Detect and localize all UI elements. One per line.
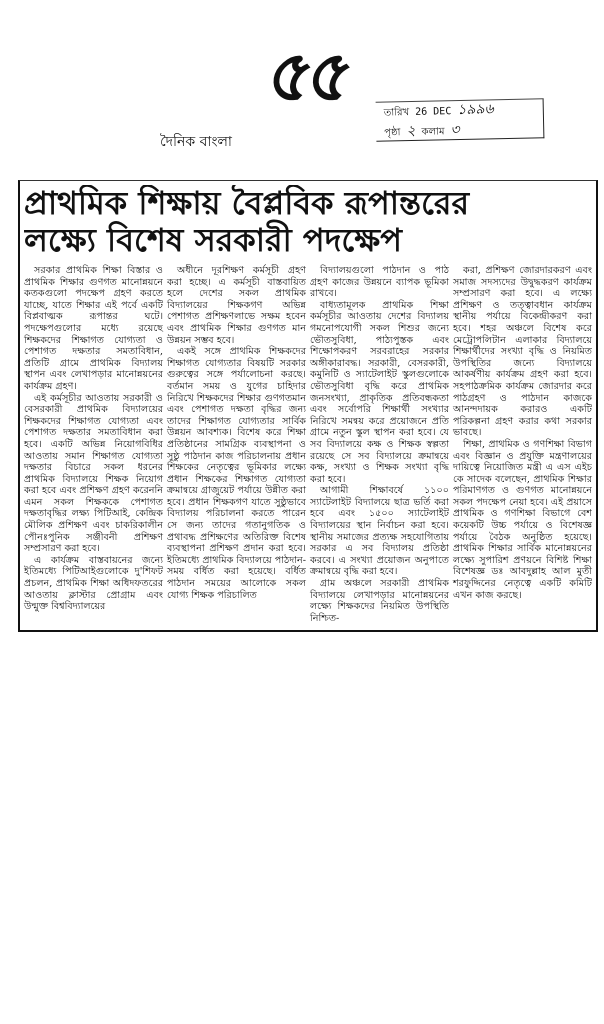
stamp-year: ১৯৯৬: [457, 101, 494, 119]
paragraph: একই সঙ্গে প্রাথমিক শিক্ষকদের শিক্ষাগত যোগ্যতার বিষয়টি সরকার গুরুত্বের সঙ্গে পর্যালোচনা করছে। বর্তমান সময় ও যুগের চাহিদার নিরিখে শিক্ষকদের শিক্ষার গুণগতমান এবং পেশাগত দক্ষতা বৃদ্ধির জন্য তাদের শিক্ষাগত যোগ্যতার সার্বিক উন্নয়ন আবশ্যক। বিশেষ করে শিক্ষা প্রতিষ্ঠানের সামগ্রিক ব্যবস্থাপনা ও সুষ্ঠু পাঠদান কাজ পরিচালনায় প্রধান শিক্ষকের নেতৃত্বের ভূমিকার লক্ষ্যে প্রধান শিক্ষকের শিক্ষাগত যোগ্যতা ক্রমান্বয়ে গ্রাজুয়েট পর্যায়ে উন্নীত করা হবে। প্রধান শিক্ষকগণ যাতে সুষ্ঠুভাবে বিদ্যালয় পরিচালনা করতে পারেন সে জন্য তাদের গতানুগতিক ও প্রথাবদ্ধ প্রশিক্ষণের অতিরিক্ত বিশেষ ব্যবস্থাপনা প্রশিক্ষণ প্রদান করা হবে। ইতিমধ্যে প্রাথমিক বিদ্যালয়ে পাঠদান-সময় বর্ধিত করা হয়েছে। বর্ধিত পাঠদান সময়ের আলোকে সকল যোগ্য শিক্ষক পরিচালিত: [167, 346, 306, 601]
paragraph: এই কর্মসূচীর আওতায় সরকারী ও বেসরকারী প্রাথমিক বিদ্যালয়ের শিক্ষকদের শিক্ষাগত যোগ্যতা এবং পেশাগত দক্ষতার সমতাবিধান করা হবে। একটি অভিন্ন নিয়োগবিধির আওতায় সমান শিক্ষাগত যোগ্যতা দক্ষতার বিচারে সকল ধরনের প্রাথমিক বিদ্যালয়ে শিক্ষক নিয়োগ করা হবে এবং প্রশিক্ষণ গ্রহণ করেননি এমন সকল শিক্ষককে পেশাগত দক্ষতাবৃদ্ধির লক্ষ্য পিটিআই, কেন্দ্রিক মৌলিক প্রশিক্ষণ এবং চাকরিকালীন পৌনঃপুনিক সঞ্জীবনী প্রশিক্ষণ সম্প্রসারণ করা হবে।: [24, 392, 163, 555]
paragraph: বিদ্যালয়গুলো পাঠদান ও পাঠ গ্রহণ কাজের উন্নয়নে ব্যাপক ভূমিকা রাখবে।: [310, 265, 449, 300]
article-column-1: [24, 265, 163, 613]
paragraph: সরকার প্রাথমিক শিক্ষা বিস্তার ও প্রাথমিক শিক্ষার গুণগত মানোন্নয়নে কতকগুলো পদক্ষেপ গ্রহণ করতে যাচ্ছে, যাতে শিক্ষার এই পর্বে একটি বিপ্লবাত্মক রূপান্তর ঘটে। পদক্ষেপগুলোর মধ্যে রয়েছে শিক্ষকদের শিক্ষাগত যোগ্যতা ও পেশাগত দক্ষতার সমতাবিধান, প্রতিটি গ্রামে প্রাথমিক বিদ্যালয় স্থাপন এবং লেখাপড়ার মানোন্নয়নের কার্যক্রম গ্রহণ।: [24, 265, 163, 392]
stamp-date-value: 26 DEC: [415, 106, 452, 118]
headline-line-1: প্রাথমিক শিক্ষায় বৈপ্লবিক রূপান্তরের: [24, 185, 470, 222]
stamp-date-label: তারিখ: [383, 107, 410, 119]
newspaper-clipping: [18, 180, 598, 632]
stamp-page-value: ২: [406, 122, 416, 140]
paragraph: অধীনে দূরশিক্ষণ কর্মসূচী গ্রহণ করা হচ্ছে। এ কর্মসূচী বাস্তবায়িত হলে দেশের সকল প্রাথমিক বিদ্যালয়ের শিক্ষকগণ অভিন্ন পেশাগত প্রশিক্ষণলাভে সক্ষম হবেন এবং প্রাথমিক শিক্ষার গুণগত মান উন্নয়ন সম্ভব হবে।: [167, 265, 306, 346]
paragraph: গ্রাম অঞ্চলে সরকারী প্রাথমিক বিদ্যালয়ে লেখাপড়ার মানোন্নয়নের লক্ষ্যে শিক্ষকদের নিয়মিত উপস্থিতি নিশ্চিত-: [310, 578, 449, 624]
paragraph: বাধ্যতামূলক প্রাথমিক শিক্ষা কর্মসূচীর আওতায় দেশের বিদ্যালয় গমনোপযোগী সকল শিশুর জন্যে ভৌতসুবিধা, পাঠ্যপুস্তক এবং শিক্ষোপকরণ সরবরাহের সরকার অঙ্গীকারাবদ্ধ। সরকারী, বেসরকারী, কমুনিটি ও স্যাটেলাইট স্কুলগুলোকে ভৌতসুবিধা বৃদ্ধি করে প্রাথমিক জনসংখ্যা, প্রাকৃতিক প্রতিবন্ধকতা এবং সর্বোপরি শিক্ষার্থী সংখ্যার নিরিখে সমন্বয় করে প্রয়োজনে প্রতি গ্রামে নতুন স্কুল স্থাপন করা হবে। যে সব বিদ্যালয়ে কক্ষ ও শিক্ষক স্বল্পতা রয়েছে সে সব বিদ্যালয়ে ক্রমান্বয়ে কক্ষ, সংখ্যা ও শিক্ষক সংখ্যা বৃদ্ধি করা হবে।: [310, 299, 449, 485]
paragraph: এ কার্যক্রম বাস্তবায়নের জন্যে ইতিমধ্যে পিটিআইগুলোকে দু'শিফট প্রচলন, প্রাথমিক শিক্ষা অধিদফতরের আওতায় ক্লাস্টার প্রোগ্রাম এবং উন্মুক্ত বিশ্ববিদ্যালয়ের: [24, 554, 163, 613]
headline-line-2: লক্ষ্যে বিশেষ সরকারী পদক্ষেপ: [24, 221, 402, 259]
stamp-column-label: কলাম: [421, 126, 445, 138]
paragraph: আগামী শিক্ষাবর্ষে ১১০০ স্যাটেলাইট বিদ্যালয়ে ছাত্র ভর্তি করা হবে এবং ১৫০০ স্যাটেলাইট বিদ্যালয়ের স্থান নির্বাচন করা হবে। স্থানীয় সমাজের প্রত্যক্ষ সহযোগিতায় সরকার এ সব বিদ্যালয় প্রতিষ্ঠা করবে। এ সংখ্যা প্রয়োজন অনুপাতে ক্রমান্বয়ে বৃদ্ধি করা হবে।: [310, 485, 449, 578]
article-column-4: [453, 265, 592, 601]
paragraph: শিক্ষা, প্রাথমিক ও গণশিক্ষা বিভাগ এবং বিজ্ঞান ও প্রযুক্তি মন্ত্রণালয়ের দায়িত্বে নিয়োজিত মন্ত্রী এ এস এইচ কে সাদেক বলেছেন, প্রাথমিক শিক্ষার পরিমাণগত ও গুণগত মানোন্নয়নে সকল পদক্ষেপ নেয়া হবে। এই প্রয়াসে প্রাথমিক ও গণশিক্ষা বিভাগে বেশ কয়েকটি উচ্চ পর্যায়ে ও বিশেষজ্ঞ পর্যায়ে বৈঠক অনুষ্ঠিত হয়েছে। প্রাথমিক শিক্ষার সার্বিক মানোন্নয়নের লক্ষ্যে সুপারিশ প্রণয়নে বিশিষ্ট শিক্ষা বিশেষজ্ঞ ডঃ আবদুল্লাহ আল মুতী শরফুদ্দিনের নেতৃত্বে একটি কমিটি এখন কাজ করছে।: [453, 438, 592, 601]
stamp-page-label: পৃষ্ঠা: [384, 127, 401, 139]
stamp-column-value: ৩: [450, 122, 460, 139]
date-stamp: [376, 98, 545, 142]
handwritten-file-number: ৫৫: [262, 35, 354, 117]
newspaper-masthead: দৈনিক বাংলা: [160, 134, 232, 150]
article-body: [24, 265, 592, 624]
paragraph: করা, প্রশিক্ষণ জোরদারকরণ এবং সমাজ সদস্যদের উদ্বুদ্ধকরণ কার্যক্রম সম্প্রসারণ করা হবে। এ লক্ষ্যে প্রশিক্ষণ ও তত্ত্বাবধান কার্যক্রম স্থানীয় পর্যায়ে বিকেন্দ্রীকরণ করা হবে। শহর অঞ্চলে বিশেষ করে মেট্রোপলিটান এলাকার বিদ্যালয়ে শিক্ষার্থীদের সংখ্যা বৃদ্ধি ও নিয়মিত উপস্থিতির জন্যে বিদ্যালয়ে আকর্ষণীয় কার্যক্রম গ্রহণ করা হবে। সহপাঠক্রমিক কার্যক্রম জোরদার করে পাঠগ্রহণ ও পাঠদান কাজকে আনন্দদায়ক করারও একটি পরিকল্পনা গ্রহণ করার কথা সরকার ভাবছে।: [453, 265, 592, 439]
article-column-3: [310, 265, 449, 624]
article-column-2: [167, 265, 306, 601]
article-headline: [24, 185, 592, 259]
